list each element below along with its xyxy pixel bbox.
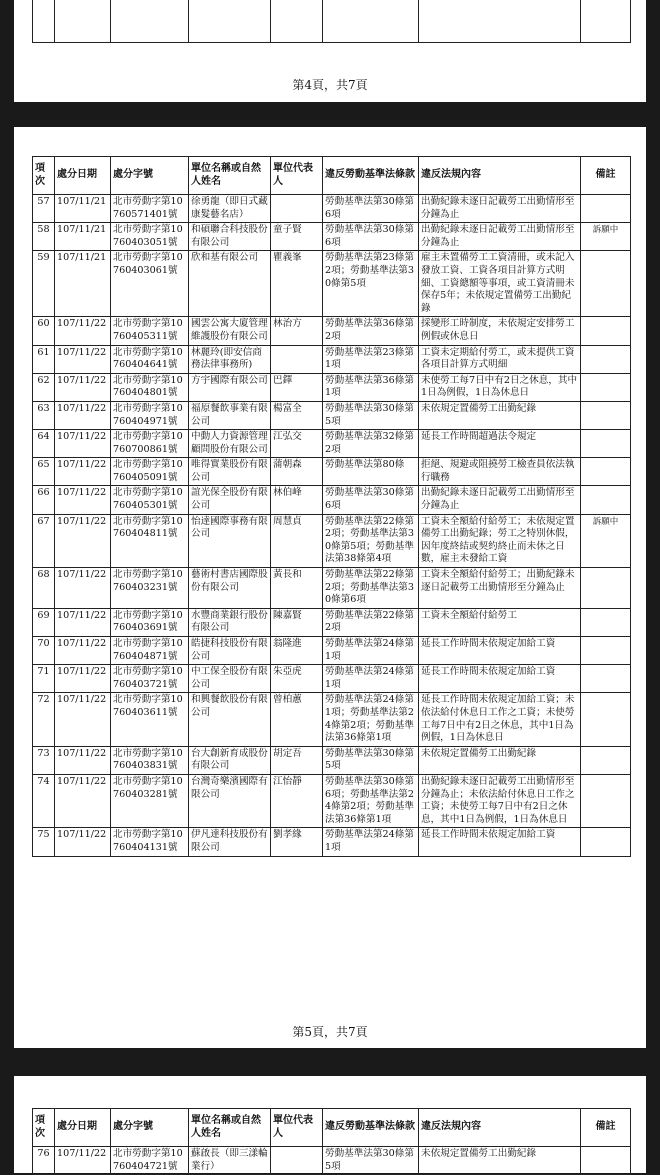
entity-name-cell: 皓捷科技股份有限公司 (189, 637, 271, 665)
case-number-cell: 北市勞動字第10760405301號 (111, 486, 189, 514)
violations-table-page-5 (32, 156, 631, 857)
case-number-cell: 北市勞動字第10760403691號 (111, 608, 189, 636)
content-cell: 工資未全額給付給勞工；未依規定置備勞工出勤紀錄；勞工之特別休假，因年度終結或契約終止而未休之日數，雇主未發給工資 (419, 514, 581, 567)
header-content: 違反法規內容 (419, 1109, 581, 1147)
date-cell: 107/11/22 (55, 458, 111, 486)
row-number-cell: 59 (33, 251, 55, 317)
content-cell: 延長工作時間超過法令規定 (419, 430, 581, 458)
entity-name-cell: 怡達國際事務有限公司 (189, 514, 271, 567)
law-cell: 勞動基準法第30條第6項 (323, 486, 419, 514)
case-number-cell: 北市勞動字第10760403721號 (111, 665, 189, 693)
date-cell: 107/11/22 (55, 608, 111, 636)
law-cell: 勞動基準法第23條第2項；勞動基準法第30條第5項 (323, 251, 419, 317)
row-number-cell: 75 (33, 828, 55, 856)
representative-cell (271, 345, 323, 373)
header-law: 違反勞動基準法條款 (323, 157, 419, 195)
note-cell: 訴願中 (581, 514, 631, 567)
content-cell: 出勤紀錄未逐日記載勞工出勤情形至分鐘為止 (419, 195, 581, 223)
law-cell: 勞動基準法第30條第5項 (323, 401, 419, 429)
entity-name-cell: 水豐商業銀行股份有限公司 (189, 608, 271, 636)
header-rep: 單位代表人 (271, 157, 323, 195)
row-number-cell: 67 (33, 514, 55, 567)
representative-cell: 蒲朝森 (271, 458, 323, 486)
content-cell: 出勤紀錄未逐日記載勞工出勤情形至分鐘為止；未依法給付休息日工作之工資；未使勞工每7日中有2日之休息，其中1日為例假，1日為休息日 (419, 774, 581, 827)
table-row (33, 608, 631, 636)
content-cell: 工資未全額給付給勞工 (419, 608, 581, 636)
representative-cell: 林治方 (271, 317, 323, 345)
case-number-cell: 北市勞動字第10760403061號 (111, 251, 189, 317)
content-cell (419, 0, 581, 43)
representative-cell: 瞿義峯 (271, 251, 323, 317)
row-number-cell: 72 (33, 693, 55, 746)
header-date: 處分日期 (55, 1109, 111, 1147)
row-number-cell: 57 (33, 195, 55, 223)
case-number-cell: 北市勞動字第10760403231號 (111, 568, 189, 609)
table-row (33, 0, 631, 43)
table-row (33, 693, 631, 746)
note-cell (581, 345, 631, 373)
law-cell: 勞動基準法第24條第1項 (323, 637, 419, 665)
entity-name-cell: 方宇國際有限公司 (189, 373, 271, 401)
header-name: 單位名稱或自然人姓名 (189, 157, 271, 195)
header-number: 處分字號 (111, 1109, 189, 1147)
entity-name-cell: 伊凡達科技股份有限公司 (189, 828, 271, 856)
content-cell: 出勤紀錄未逐日記載勞工出勤情形至分鐘為止 (419, 486, 581, 514)
content-cell: 未依規定置備勞工出勤紀錄 (419, 746, 581, 774)
entity-name-cell: 蘇啟長（即三漾輪業行） (189, 1147, 271, 1175)
note-cell (581, 195, 631, 223)
row-number-cell: 74 (33, 774, 55, 827)
entity-name-cell: 台大創新育成股份有限公司 (189, 746, 271, 774)
case-number-cell: 北市勞動字第10760403281號 (111, 774, 189, 827)
row-number-cell: 71 (33, 665, 55, 693)
header-law: 違反勞動基準法條款 (323, 1109, 419, 1147)
note-cell (581, 828, 631, 856)
representative-cell: 江怡靜 (271, 774, 323, 827)
header-note: 備註 (581, 1109, 631, 1147)
law-cell: 勞動基準法第23條第1項 (323, 345, 419, 373)
table-header-row (33, 1109, 631, 1147)
table-header-row (33, 157, 631, 195)
row-number-cell: 68 (33, 568, 55, 609)
case-number-cell: 北市勞動字第10760571401號 (111, 195, 189, 223)
date-cell: 107/11/21 (55, 223, 111, 251)
entity-name-cell: 唯得實業股份有限公司 (189, 458, 271, 486)
row-number-cell: 64 (33, 430, 55, 458)
content-cell: 延長工作時間未依規定加給工資 (419, 637, 581, 665)
date-cell: 107/11/22 (55, 637, 111, 665)
representative-cell: 黃長和 (271, 568, 323, 609)
law-cell: 勞動基準法第80條 (323, 458, 419, 486)
content-cell: 未依規定置備勞工出勤紀錄 (419, 1147, 581, 1175)
note-cell (581, 317, 631, 345)
entity-name-cell: 徐勇龍（即日式藏康髮藝名店） (189, 195, 271, 223)
representative-cell: 童子賢 (271, 223, 323, 251)
representative-cell: 江弘交 (271, 430, 323, 458)
note-cell (581, 693, 631, 746)
entity-name-cell: 藝術村書店國際股份有限公司 (189, 568, 271, 609)
representative-cell (271, 1147, 323, 1175)
law-cell: 勞動基準法第36條第2項 (323, 317, 419, 345)
table-row (33, 251, 631, 317)
note-cell (581, 637, 631, 665)
date-cell: 107/11/22 (55, 373, 111, 401)
table-row (33, 430, 631, 458)
case-number-cell: 北市勞動字第10760404871號 (111, 637, 189, 665)
table-row (33, 637, 631, 665)
note-cell (581, 746, 631, 774)
representative-cell: 劉孝緣 (271, 828, 323, 856)
representative-cell: 翁隆進 (271, 637, 323, 665)
document-page-5 (14, 127, 646, 1048)
note-cell (581, 568, 631, 609)
date-cell: 107/11/22 (55, 401, 111, 429)
date-cell: 107/11/22 (55, 693, 111, 746)
row-number-cell: 69 (33, 608, 55, 636)
case-number-cell: 北市勞動字第10760404971號 (111, 401, 189, 429)
table-body (33, 1147, 631, 1175)
content-cell: 工資未全額給付給勞工；出勤紀錄未逐日記載勞工出勤情形至分鐘為止 (419, 568, 581, 609)
note-cell (581, 430, 631, 458)
case-number-cell: 北市勞動字第10760405091號 (111, 458, 189, 486)
case-number-cell: 北市勞動字第10760404811號 (111, 514, 189, 567)
row-number-cell: 66 (33, 486, 55, 514)
content-cell: 未使勞工每7日中有2日之休息，其中1日為例假，1日為休息日 (419, 373, 581, 401)
row-number-cell: 70 (33, 637, 55, 665)
entity-name-cell: 中工保全股份有限公司 (189, 665, 271, 693)
case-number-cell: 北市勞動字第10760404801號 (111, 373, 189, 401)
case-number-cell: 北市勞動字第10760700861號 (111, 430, 189, 458)
date-cell: 107/11/22 (55, 430, 111, 458)
header-no: 項次 (33, 157, 55, 195)
violations-table-page-6 (32, 1108, 631, 1175)
law-cell: 勞動基準法第32條第2項 (323, 430, 419, 458)
entity-name-cell: 國雲公寓大廈管理維護股份有限公司 (189, 317, 271, 345)
note-cell (581, 458, 631, 486)
content-cell: 未依規定置備勞工出勤紀錄 (419, 401, 581, 429)
table-row (33, 568, 631, 609)
law-cell: 勞動基準法第36條第1項 (323, 373, 419, 401)
law-cell: 勞動基準法第24條第1項 (323, 665, 419, 693)
note-cell (581, 1147, 631, 1175)
table-row (33, 373, 631, 401)
law-cell: 勞動基準法第30條第5項 (323, 1147, 419, 1175)
table-row (33, 195, 631, 223)
representative-cell: 楊富全 (271, 401, 323, 429)
representative-cell: 陳嘉賢 (271, 608, 323, 636)
row-number-cell: 65 (33, 458, 55, 486)
content-cell: 採變形工時制度，未依規定安排勞工例假或休息日 (419, 317, 581, 345)
header-number: 處分字號 (111, 157, 189, 195)
content-cell: 拒絕、規避或阻撓勞工檢查員依法執行職務 (419, 458, 581, 486)
law-cell: 勞動基準法第24條第1項；勞動基準法第24條第2項；勞動基準法第36條第1項 (323, 693, 419, 746)
header-note: 備註 (581, 157, 631, 195)
law-cell: 勞動基準法第30條第6項 (323, 195, 419, 223)
representative-cell: 朱亞虎 (271, 665, 323, 693)
entity-name-cell: 和興餐飲股份有限公司 (189, 693, 271, 746)
row-number-cell: 60 (33, 317, 55, 345)
law-cell: 勞動基準法第22條第2項 (323, 608, 419, 636)
law-cell: 勞動基準法第30條第6項 (323, 223, 419, 251)
content-cell: 延長工作時間未依規定加給工資 (419, 665, 581, 693)
case-number-cell: 北市勞動字第10760403051號 (111, 223, 189, 251)
date-cell: 107/11/22 (55, 514, 111, 567)
content-cell: 延長工作時間未依規定加給工資 (419, 828, 581, 856)
date-cell: 107/11/22 (55, 828, 111, 856)
table-row (33, 746, 631, 774)
row-number-cell: 62 (33, 373, 55, 401)
date-cell: 107/11/22 (55, 1147, 111, 1175)
law-cell: 勞動基準法第30條第5項 (323, 746, 419, 774)
content-cell: 延長工作時間未依規定加給工資；未依法給付休息日工作之工資；未使勞工每7日中有2日之休息，其中1日為例假，1日為休息日 (419, 693, 581, 746)
page-footer: 第4頁，共7頁 (292, 78, 368, 92)
date-cell: 107/11/22 (55, 317, 111, 345)
entity-name-cell: 台灣奇樂濱國際有限公司 (189, 774, 271, 827)
note-cell (581, 373, 631, 401)
table-row (33, 223, 631, 251)
representative-cell: 巴鐸 (271, 373, 323, 401)
row-number-cell: 76 (33, 1147, 55, 1175)
note-cell (581, 665, 631, 693)
case-number-cell: 北市勞動字第10760403831號 (111, 746, 189, 774)
content-cell: 出勤紀錄未逐日記載勞工出勤情形至分鐘為止 (419, 223, 581, 251)
content-cell: 工資未定期給付勞工，或未提供工資各項目計算方式明細 (419, 345, 581, 373)
page-footer: 第5頁，共7頁 (292, 1025, 368, 1039)
entity-name-cell: 林麗玲(即安信商務法律事務所) (189, 345, 271, 373)
date-cell: 107/11/22 (55, 568, 111, 609)
date-cell: 107/11/22 (55, 665, 111, 693)
content-cell: 雇主未置備勞工工資清冊，或未記入發放工資、工資各項目計算方式明細、工資總額等事項，或工資清冊未保存5年；未依規定置備勞工出勤紀錄 (419, 251, 581, 317)
table-row (33, 828, 631, 856)
header-rep: 單位代表人 (271, 1109, 323, 1147)
law-cell: 勞動基準法第22條第2項；勞動基準法第30條第6項 (323, 568, 419, 609)
representative-cell: 林伯峰 (271, 486, 323, 514)
date-cell: 107/11/21 (55, 251, 111, 317)
table-row (33, 514, 631, 567)
entity-name-cell: 欣和基有限公司 (189, 251, 271, 317)
note-cell (581, 774, 631, 827)
table-row (33, 345, 631, 373)
representative-cell: 曾柏蕙 (271, 693, 323, 746)
row-number-cell: 61 (33, 345, 55, 373)
law-cell: 勞動基準法第24條第1項 (323, 828, 419, 856)
row-number-cell: 58 (33, 223, 55, 251)
law-cell: 勞動基準法第22條第2項；勞動基準法第30條第5項；勞動基準法第38條第4項 (323, 514, 419, 567)
header-no: 項次 (33, 1109, 55, 1147)
date-cell: 107/11/21 (55, 195, 111, 223)
case-number-cell: 北市勞動字第10760404131號 (111, 828, 189, 856)
header-name: 單位名稱或自然人姓名 (189, 1109, 271, 1147)
entity-name-cell: 中動人力資源管理顧問股份有限公司 (189, 430, 271, 458)
table-row (33, 458, 631, 486)
note-cell: 訴願中 (581, 223, 631, 251)
case-number-cell: 北市勞動字第10760404721號 (111, 1147, 189, 1175)
note-cell (581, 251, 631, 317)
law-cell: 勞動基準法第30條第6項；勞動基準法第24條第2項；勞動基準法第36條第1項 (323, 774, 419, 827)
date-cell: 107/11/22 (55, 774, 111, 827)
case-number-cell: 北市勞動字第10760404641號 (111, 345, 189, 373)
date-cell: 107/11/22 (55, 486, 111, 514)
table-row (33, 1147, 631, 1175)
table-row (33, 317, 631, 345)
entity-name-cell: 誼光保全股份有限公司 (189, 486, 271, 514)
document-page-6 (14, 1076, 646, 1173)
case-number-cell: 北市勞動字第10760405311號 (111, 317, 189, 345)
table-row (33, 401, 631, 429)
note-cell (581, 608, 631, 636)
entity-name-cell: 福原餐飲事業有限公司 (189, 401, 271, 429)
representative-cell: 胡定吾 (271, 746, 323, 774)
law-cell (323, 0, 419, 43)
representative-cell: 周慧貞 (271, 514, 323, 567)
violations-table-page-4 (32, 0, 631, 43)
document-page-4 (14, 0, 646, 102)
entity-name-cell: 和碩聯合科技股份有限公司 (189, 223, 271, 251)
date-cell: 107/11/22 (55, 345, 111, 373)
header-date: 處分日期 (55, 157, 111, 195)
row-number-cell: 73 (33, 746, 55, 774)
date-cell: 107/11/22 (55, 746, 111, 774)
table-row (33, 665, 631, 693)
row-number-cell: 63 (33, 401, 55, 429)
header-content: 違反法規內容 (419, 157, 581, 195)
note-cell (581, 401, 631, 429)
representative-cell (271, 195, 323, 223)
case-number-cell: 北市勞動字第10760403611號 (111, 693, 189, 746)
table-row (33, 486, 631, 514)
table-body (33, 195, 631, 857)
table-row (33, 774, 631, 827)
note-cell (581, 486, 631, 514)
